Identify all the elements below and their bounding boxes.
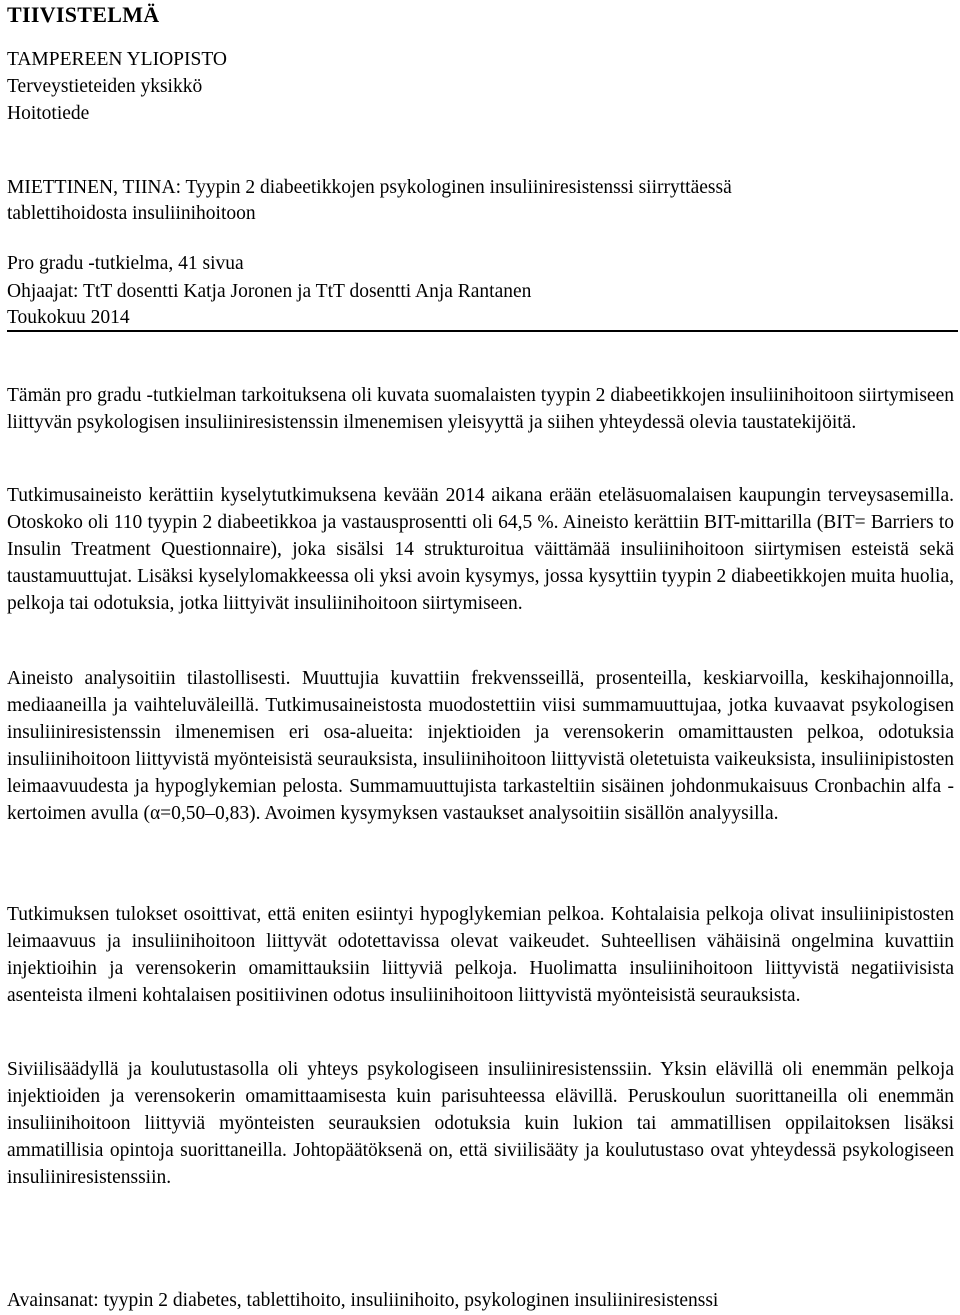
document-title: TIIVISTELMÄ xyxy=(7,2,160,27)
subject-name: Hoitotiede xyxy=(7,103,90,124)
keywords: Avainsanat: tyypin 2 diabetes, tablettihoito, insuliinihoito, psykologinen insuliiniresistenssi xyxy=(7,1290,719,1311)
thesis-type: Pro gradu -tutkielma, 41 sivua xyxy=(7,253,244,274)
supervisors: Ohjaajat: TtT dosentti Katja Joronen ja TtT dosentti Anja Rantanen xyxy=(7,281,532,302)
unit-name: Terveystieteiden yksikkö xyxy=(7,76,203,97)
abstract-paragraph-2: Tutkimusaineisto kerättiin kyselytutkimuksena kevään 2014 aikana erään eteläsuomalaisen kaupungin terveysasemilla. Otoskoko oli 110 tyypin 2 diabeetikkoa ja vastausprosentti oli 64,5 %. Aineisto kerättiin BIT-mittarilla (BIT= Barriers to Insulin Treatment Questionnaire), joka sisälsi 14 strukturoitua väittämää insuliinihoitoon siirtymisen esteistä sekä taustamuuttujat. Lisäksi kyselylomakkeessa oli yksi avoin kysymys, jossa kysyttiin tyypin 2 diabeetikkojen muita huolia, pelkoja tai odotuksia, jotka liittyivät insuliinihoitoon siirtymiseen. xyxy=(7,485,954,614)
abstract-paragraph-3: Aineisto analysoitiin tilastollisesti. Muuttujia kuvattiin frekvensseillä, prosenteilla, keskiarvoilla, keskihajonnoilla, mediaaneilla ja vaihteluväleillä. Tutkimusaineistosta muodostettiin viisi summamuuttujaa, jotka kuvaavat psykologisen insuliiniresistenssin ilmenemisen eri osa-alueita: injektioiden ja verensokerin omamittausten pelkoa, odotuksia insuliinihoitoon liittyvistä myönteisistä seurauksista, insuliinihoitoon liittyvistä oletetuista vaikeuksista, insuliinipistosten leimaavuudesta ja hypoglykemian pelosta. Summamuuttujista tarkasteltiin sisäinen johdonmukaisuus Cronbachin alfa -kertoimen avulla (α=0,50–0,83). Avoimen kysymyksen vastaukset analysoitiin sisällön analyysilla. xyxy=(7,668,954,824)
abstract-paragraph-5: Siviilisäädyllä ja koulutustasolla oli yhteys psykologiseen insuliiniresistenssiin. Yksin elävillä oli enemmän pelkoja injektioiden ja verensokerin omamittaamisesta kuin parisuhteessa elävillä. Peruskoulun suorittaneilla oli enemmän insuliinihoitoon liittyviä myönteisten seurauksien odotuksia kuin lukion tai ammatillisen oppilaitoksen lisäksi ammatillisia opintoja suorittaneilla. Johtopäätöksenä on, että siviilisääty ja koulutustaso ovat yhteydessä psykologiseen insuliiniresistenssiin. xyxy=(7,1059,954,1188)
author-title-line-2: tablettihoidosta insuliinihoitoon xyxy=(7,203,256,224)
thesis-date: Toukokuu 2014 xyxy=(7,307,130,328)
abstract-paragraph-4: Tutkimuksen tulokset osoittivat, että eniten esiintyi hypoglykemian pelkoa. Kohtalaisia pelkoja olivat insuliinipistosten leimaavuus ja insuliinihoitoon liittyvät odotettavissa olevat vaikeudet. Suhteellisen vähäisinä ongelmina kuvattiin injektioihin ja verensokerin omamittauksiin liittyviä pelkoja. Huolimatta insuliinihoitoon liittyvistä negatiivisista asenteista ilmeni kohtalaisen positiivinen odotus insuliinihoitoon liittyvistä myönteisistä seurauksista. xyxy=(7,904,954,1006)
university-name: TAMPEREEN YLIOPISTO xyxy=(7,49,227,70)
author-title-line-1: MIETTINEN, TIINA: Tyypin 2 diabeetikkojen psykologinen insuliiniresistenssi siirryttäessä xyxy=(7,177,732,198)
abstract-paragraph-1: Tämän pro gradu -tutkielman tarkoituksena oli kuvata suomalaisten tyypin 2 diabeetikkojen insuliinihoitoon siirtymiseen liittyvän psykologisen insuliiniresistenssin ilmenemisen yleisyyttä ja siihen yhteydessä olevia taustatekijöitä. xyxy=(7,385,954,433)
header-divider xyxy=(7,330,958,332)
